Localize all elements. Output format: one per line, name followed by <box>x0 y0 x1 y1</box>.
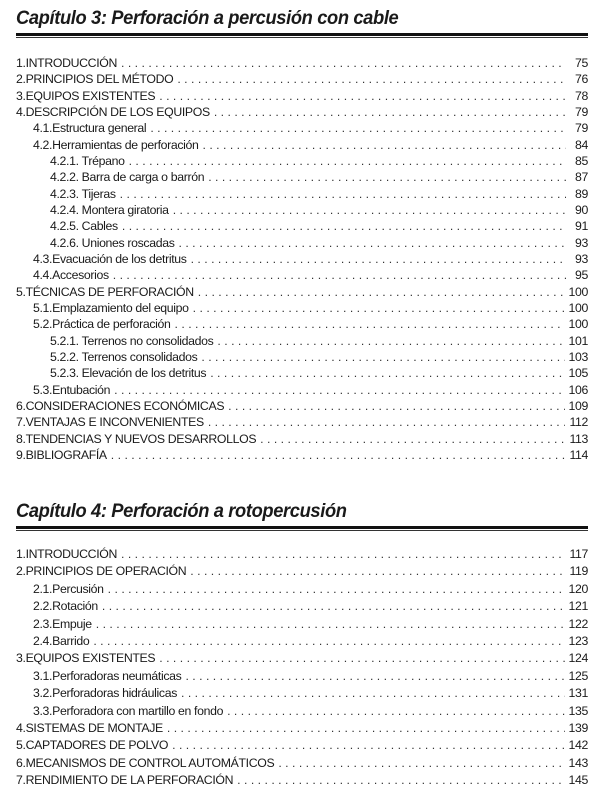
entry-label: EQUIPOS EXISTENTES <box>25 88 156 103</box>
entry-page: 109 <box>568 398 588 413</box>
entry-label: Entubación <box>52 382 111 397</box>
toc-entry[interactable] <box>16 581 588 598</box>
entry-label: PRINCIPIOS DE OPERACIÓN <box>25 564 187 579</box>
entry-number: 5. <box>16 284 26 299</box>
entry-number: 2.2. <box>33 599 53 614</box>
entry-page: 93 <box>575 235 588 250</box>
toc-entry[interactable] <box>16 633 588 650</box>
entry-number: 4.2.3. <box>50 186 79 201</box>
entry-page: 119 <box>569 564 588 579</box>
dot-leader <box>96 616 565 633</box>
toc-entry[interactable] <box>16 563 588 580</box>
entry-page: 145 <box>568 773 588 788</box>
title-rule <box>16 33 588 38</box>
entry-number: 5.2.1. <box>50 333 79 348</box>
entry-label: RENDIMIENTO DE LA PERFORACIÓN <box>25 773 234 788</box>
toc-entry[interactable] <box>16 300 588 316</box>
entry-number: 3. <box>16 651 26 666</box>
entry-number: 8. <box>16 431 26 446</box>
entry-number: 5.1. <box>33 300 53 315</box>
dot-leader <box>210 365 564 381</box>
entry-number: 5.2. <box>33 317 53 332</box>
dot-leader <box>260 431 565 447</box>
entry-label: Trépano <box>81 153 125 168</box>
toc-entry[interactable] <box>16 104 588 120</box>
toc-entry[interactable] <box>16 772 588 789</box>
dot-leader <box>179 235 566 251</box>
entry-page: 105 <box>568 366 588 381</box>
dot-leader <box>177 71 566 87</box>
dot-leader <box>108 581 565 598</box>
entry-page: 90 <box>575 202 588 217</box>
toc-entry[interactable] <box>16 267 588 283</box>
toc-entry[interactable] <box>16 365 588 381</box>
entry-number: 9. <box>16 447 26 462</box>
entry-page: 120 <box>568 581 588 596</box>
entry-label: DESCRIPCIÓN DE LOS EQUIPOS <box>25 104 210 119</box>
entry-label: Evacuación de los detritus <box>52 251 187 266</box>
toc-entry[interactable] <box>16 447 588 463</box>
entry-number: 4.2. <box>33 137 53 152</box>
dot-leader <box>113 267 566 283</box>
entry-page: 122 <box>568 616 588 631</box>
dot-leader <box>167 720 565 737</box>
entry-page: 84 <box>575 137 588 152</box>
entry-page: 112 <box>569 415 588 430</box>
entry-label: TÉCNICAS DE PERFORACIÓN <box>25 284 194 299</box>
entry-number: 5.3. <box>33 382 53 397</box>
entry-page: 117 <box>569 547 588 561</box>
entry-page: 143 <box>568 755 588 770</box>
entry-page: 121 <box>568 599 588 614</box>
entry-page: 101 <box>568 333 588 348</box>
entry-number: 2. <box>16 72 26 87</box>
entry-page: 100 <box>568 284 588 299</box>
toc-entry[interactable] <box>16 703 588 720</box>
toc-entry[interactable] <box>16 71 588 87</box>
entry-page: 100 <box>568 317 588 332</box>
entry-label: Accesorios <box>52 268 109 283</box>
toc-entry[interactable] <box>16 382 588 398</box>
dot-leader <box>120 186 566 202</box>
entry-page: 135 <box>568 703 588 718</box>
dot-leader <box>278 755 564 772</box>
entry-label: INTRODUCCIÓN <box>25 547 117 561</box>
entry-number: 4.1. <box>33 121 53 136</box>
toc-entry[interactable] <box>16 737 588 754</box>
entry-number: 5.2.3. <box>50 366 79 381</box>
chapter-4-section <box>16 497 588 789</box>
dot-leader <box>93 633 564 650</box>
entry-page: 100 <box>568 300 588 315</box>
dot-leader <box>208 414 566 430</box>
entry-label: Estructura general <box>52 121 147 136</box>
dot-leader <box>203 137 566 153</box>
entry-number: 2.4. <box>33 633 53 648</box>
title-rule <box>16 526 588 531</box>
entry-page: 93 <box>575 251 588 266</box>
entry-number: 3.3. <box>33 703 53 718</box>
dot-leader <box>217 333 564 349</box>
entry-page: 142 <box>568 738 588 753</box>
entry-label: EQUIPOS EXISTENTES <box>25 651 156 666</box>
entry-number: 7. <box>16 773 26 788</box>
chapter-3-section <box>16 4 588 463</box>
toc-entry[interactable] <box>16 546 588 563</box>
toc-entry[interactable] <box>16 316 588 332</box>
entry-label: INTRODUCCIÓN <box>25 56 117 70</box>
entry-label: Montera giratoria <box>81 202 169 217</box>
entry-label: CONSIDERACIONES ECONÓMICAS <box>25 398 225 413</box>
toc-entry[interactable] <box>16 251 588 267</box>
entry-number: 4.2.6. <box>50 235 79 250</box>
chapter-title: Capítulo 3: Perforación a percusión con cable <box>16 7 399 29</box>
dot-leader <box>185 668 564 685</box>
toc-entry[interactable] <box>16 88 588 104</box>
toc-entry[interactable] <box>16 668 588 685</box>
entry-number: 7. <box>16 415 26 430</box>
dot-leader <box>150 120 566 136</box>
entry-label: Tijeras <box>81 186 116 201</box>
entry-number: 3.2. <box>33 686 53 701</box>
entry-label: VENTAJAS E INCONVENIENTES <box>25 415 204 430</box>
entry-label: Rotación <box>52 599 98 614</box>
entry-label: Perforadoras neumáticas <box>52 668 182 683</box>
dot-leader <box>201 349 564 365</box>
entry-number: 2.1. <box>33 581 53 596</box>
toc-entry[interactable] <box>16 202 588 218</box>
entry-number: 1. <box>16 56 26 70</box>
entry-label: Práctica de perforación <box>52 317 171 332</box>
dot-leader <box>237 772 564 789</box>
toc-entry[interactable] <box>16 153 588 169</box>
entry-label: Barrido <box>52 633 90 648</box>
dot-leader <box>193 300 565 316</box>
toc-entry[interactable] <box>16 431 588 447</box>
entry-label: Herramientas de perforación <box>52 137 199 152</box>
dot-leader <box>173 202 566 218</box>
entry-page: 123 <box>568 633 588 648</box>
toc-entry[interactable] <box>16 218 588 234</box>
toc-list <box>16 55 588 463</box>
entry-number: 6. <box>16 755 26 770</box>
dot-leader <box>111 447 566 463</box>
toc-entry[interactable] <box>16 284 588 300</box>
entry-page: 139 <box>568 720 588 735</box>
chapter-title: Capítulo 4: Perforación a rotopercusión <box>16 500 347 522</box>
entry-label: Elevación de los detritus <box>81 366 207 381</box>
entry-page: 89 <box>575 186 588 201</box>
dot-leader <box>175 316 565 332</box>
entry-page: 95 <box>575 268 588 283</box>
dot-leader <box>159 650 564 667</box>
entry-number: 3.1. <box>33 668 53 683</box>
toc-entry[interactable] <box>16 398 588 414</box>
toc-entry[interactable] <box>16 186 588 202</box>
entry-number: 4.2.1. <box>50 153 79 168</box>
entry-label: TENDENCIAS Y NUEVOS DESARROLLOS <box>25 431 257 446</box>
entry-number: 4.2.2. <box>50 170 79 185</box>
dot-leader <box>191 251 566 267</box>
entry-page: 76 <box>575 72 588 87</box>
entry-number: 3. <box>16 88 26 103</box>
entry-label: Empuje <box>52 616 92 631</box>
entry-number: 2. <box>16 564 26 579</box>
dot-leader <box>227 703 564 720</box>
entry-number: 6. <box>16 398 26 413</box>
entry-number: 5.2.2. <box>50 349 79 364</box>
toc-entry[interactable] <box>16 720 588 737</box>
entry-page: 124 <box>568 651 588 666</box>
dot-leader <box>129 153 566 169</box>
toc-entry[interactable] <box>16 349 588 365</box>
dot-leader <box>114 382 564 398</box>
entry-number: 4. <box>16 104 26 119</box>
toc-entry[interactable] <box>16 333 588 349</box>
dot-leader <box>214 104 566 120</box>
entry-page: 75 <box>575 56 588 70</box>
entry-page: 113 <box>569 431 588 446</box>
toc-entry[interactable] <box>16 235 588 251</box>
entry-number: 4.3. <box>33 251 53 266</box>
entry-label: Uniones roscadas <box>81 235 175 250</box>
entry-page: 79 <box>575 104 588 119</box>
toc-entry[interactable] <box>16 650 588 667</box>
dot-leader <box>190 563 565 580</box>
entry-label: Terrenos consolidados <box>81 349 198 364</box>
toc-entry[interactable] <box>16 598 588 615</box>
toc-entry[interactable] <box>16 169 588 185</box>
entry-label: SISTEMAS DE MONTAJE <box>25 720 163 735</box>
entry-number: 2.3. <box>33 616 53 631</box>
entry-page: 125 <box>568 668 588 683</box>
entry-number: 4.2.5. <box>50 219 79 234</box>
entry-label: Cables <box>81 219 118 234</box>
toc-list <box>16 546 588 789</box>
entry-label: Emplazamiento del equipo <box>52 300 189 315</box>
entry-number: 4. <box>16 720 26 735</box>
entry-label: MECANISMOS DE CONTROL AUTOMÁTICOS <box>25 755 275 770</box>
toc-entry[interactable] <box>16 120 588 136</box>
entry-page: 87 <box>575 170 588 185</box>
entry-label: BIBLIOGRAFÍA <box>25 447 107 462</box>
entry-page: 114 <box>569 447 588 462</box>
dot-leader <box>159 88 566 104</box>
entry-page: 85 <box>575 153 588 168</box>
entry-number: 4.2.4. <box>50 202 79 217</box>
dot-leader <box>228 398 564 414</box>
entry-page: 106 <box>568 382 588 397</box>
dot-leader <box>208 169 566 185</box>
entry-number: 4.4. <box>33 268 53 283</box>
toc-entry[interactable] <box>16 755 588 772</box>
dot-leader <box>172 737 564 754</box>
dot-leader <box>121 55 566 71</box>
toc-entry[interactable] <box>16 685 588 702</box>
entry-page: 131 <box>568 686 588 701</box>
entry-label: Barra de carga o barrón <box>81 170 205 185</box>
toc-entry[interactable] <box>16 414 588 430</box>
dot-leader <box>102 598 565 615</box>
toc-entry[interactable] <box>16 137 588 153</box>
dot-leader <box>198 284 565 300</box>
toc-entry[interactable] <box>16 55 588 71</box>
entry-page: 103 <box>568 349 588 364</box>
entry-page: 91 <box>575 219 588 234</box>
entry-number: 5. <box>16 738 26 753</box>
entry-label: CAPTADORES DE POLVO <box>25 738 169 753</box>
entry-label: Perforadoras hidráulicas <box>52 686 178 701</box>
entry-label: PRINCIPIOS DEL MÉTODO <box>25 72 174 87</box>
dot-leader <box>121 546 565 563</box>
entry-label: Perforadora con martillo en fondo <box>52 703 224 718</box>
entry-label: Terrenos no consolidados <box>81 333 214 348</box>
entry-number: 1. <box>16 547 26 561</box>
entry-label: Percusión <box>52 581 104 596</box>
entry-page: 79 <box>575 121 588 136</box>
toc-entry[interactable] <box>16 616 588 633</box>
dot-leader <box>122 218 566 234</box>
entry-page: 78 <box>575 88 588 103</box>
dot-leader <box>181 685 565 702</box>
